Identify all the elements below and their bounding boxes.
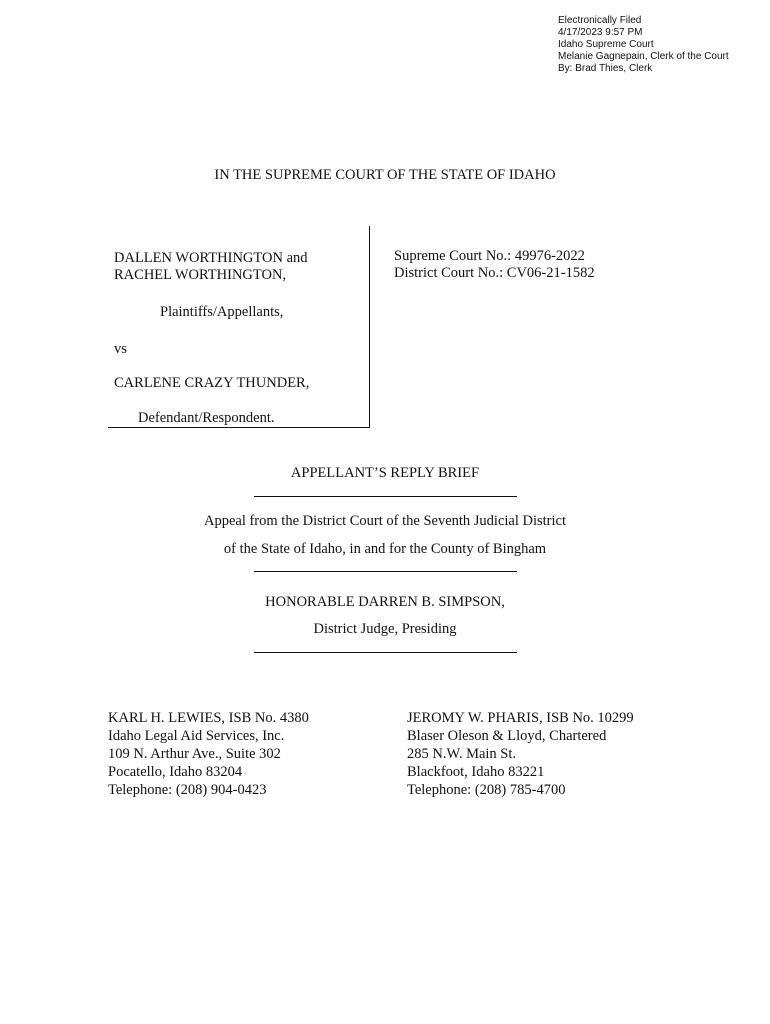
plaintiffs-line-1: DALLEN WORTHINGTON and — [114, 250, 308, 266]
counsel-line: Telephone: (208) 904-0423 — [108, 782, 267, 798]
plaintiffs-role: Plaintiffs/Appellants, — [160, 304, 284, 320]
supreme-court-number: Supreme Court No.: 49976-2022 — [394, 248, 585, 264]
defendant-name: CARLENE CRAZY THUNDER, — [114, 375, 310, 391]
stamp-line: Melanie Gagnepain, Clerk of the Court — [558, 51, 729, 63]
stamp-line: 4/17/2023 9:57 PM — [558, 27, 643, 39]
stamp-line: Electronically Filed — [558, 15, 642, 26]
filing-stamp — [558, 15, 729, 75]
judge-rule — [254, 652, 517, 653]
plaintiffs-line-2: RACHEL WORTHINGTON, — [114, 267, 287, 283]
brief-title: APPELLANT’S REPLY BRIEF — [290, 465, 480, 481]
caption-divider — [369, 226, 370, 427]
judge-title: District Judge, Presiding — [313, 621, 457, 637]
appeal-rule — [254, 571, 517, 572]
appeal-line-2: of the State of Idaho, in and for the County of Bingham — [223, 541, 547, 557]
counsel-line: JEROMY W. PHARIS, ISB No. 10299 — [407, 710, 634, 726]
stamp-line: By: Brad Thies, Clerk — [558, 63, 653, 75]
defendant-role: Defendant/Respondent. — [138, 410, 275, 426]
counsel-line: Idaho Legal Aid Services, Inc. — [108, 728, 285, 744]
caption-bottom-rule — [108, 427, 370, 428]
stamp-line: Idaho Supreme Court — [558, 39, 654, 51]
counsel-line: 109 N. Arthur Ave., Suite 302 — [108, 746, 281, 762]
appeal-line-1: Appeal from the District Court of the Seventh Judicial District — [203, 513, 567, 529]
counsel-line: Blaser Oleson & Lloyd, Chartered — [407, 728, 607, 744]
judge-name: HONORABLE DARREN B. SIMPSON, — [265, 594, 505, 610]
counsel-respondent-block — [407, 709, 634, 799]
versus-label: vs — [114, 341, 127, 357]
counsel-line: Blackfoot, Idaho 83221 — [407, 764, 545, 780]
district-court-number: District Court No.: CV06-21-1582 — [394, 265, 595, 281]
counsel-line: 285 N.W. Main St. — [407, 746, 517, 762]
court-heading: IN THE SUPREME COURT OF THE STATE OF IDAHO — [214, 167, 556, 183]
counsel-line: Pocatello, Idaho 83204 — [108, 764, 243, 780]
counsel-line: Telephone: (208) 785-4700 — [407, 782, 566, 798]
counsel-line: KARL H. LEWIES, ISB No. 4380 — [108, 710, 309, 726]
counsel-appellant-block — [108, 709, 309, 799]
title-rule — [254, 496, 517, 497]
